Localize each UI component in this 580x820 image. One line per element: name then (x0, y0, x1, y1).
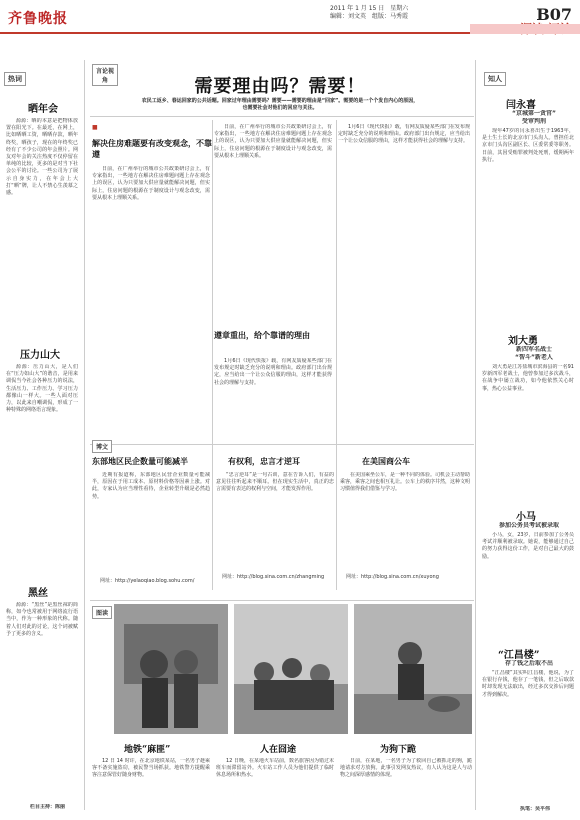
right-paragraph-2: 刘大勇是江苏盐城市滨海县的一名91岁新四军老战士，他曾参加过多次战斗，在战争中屡立战功，如今他依然关心时事，热心公益事业。 (482, 364, 574, 392)
blog-3-paragraph: 在美国乘坐公车，是一种不同的体验。司机会主动帮助乘客，乘客之间也相互礼让。公车上的秩序井然，这种文明习惯值得我们借鉴与学习。 (340, 472, 470, 493)
photo-1-title: 地铁“麻匪” (124, 745, 171, 755)
photo-3-caption (340, 758, 472, 814)
section-2-title: 遵章重出，给个靠谱的理由 (214, 330, 310, 340)
right-sub-2: 新四军名战士 (515, 346, 552, 353)
divider-photos (90, 600, 474, 601)
left-col-2 (6, 364, 78, 594)
section-2-paragraph: 1月6日《现代快报》载，有网友质疑某些部门在发布规定时缺乏充分的说明和理由。政府部门出台规定，应当给出一个让公众信服的理由，这样才能获得社会的理解与支持。 (214, 358, 332, 386)
blog-2-paragraph: “忠言逆耳”是一句古训，意在告诉人们，有益的意见往往听起来不顺耳。但在现实生活中，真正的忠言需要有表达的权利与空间，才能发挥作用。 (216, 472, 334, 493)
photo-3-title: 为狗下跪 (380, 745, 417, 755)
divider-center-1 (212, 120, 213, 590)
center-col-3-paragraph: 1月6日《现代快报》载，有网友质疑某些部门在发布规定时缺乏充分的说明和理由。政府部门出台规定，应当给出一个让公众信服的理由，这样才能获得社会的理解与支持。 (338, 124, 470, 145)
photo-1-caption (92, 758, 210, 814)
blog-3-title: 在美国商公车 (362, 456, 410, 466)
photo-station (234, 604, 348, 734)
divider-center-2 (336, 120, 337, 590)
right-paragraph-4: “江昌楼”其实叫江昌楼，他说，为了在银行存钱，他存了一笔钱，但之后取款时却发现无法取出，经过多次交涉后问题才得到解决。 (482, 670, 574, 698)
left-headline-2: 压力山大 (20, 350, 60, 361)
section-bar (470, 24, 580, 34)
right-sign: 执笔：吴平伟 (520, 806, 551, 812)
right-headline-4: “江昌楼” (498, 650, 540, 661)
photo-tag: 图读 (92, 606, 112, 619)
center-tag: 言论视角 (92, 64, 118, 86)
photo-2-caption (216, 758, 334, 814)
photo-subway (114, 604, 228, 734)
blog-3-url[interactable]: 网址：http://blog.sina.com.cn/xuyong (346, 574, 439, 580)
blog-1-title: 东部地区民企数量可能减半 (92, 456, 188, 466)
blog-2-title: 有权利，忠言才逆耳 (228, 456, 300, 466)
section-1-paragraph: 日前，在广州举行的城市公共政策研讨会上，有专家指出，一些地方在解决住房难题问题上存在观念上的误区，认为只要加大供应量就能解决问题，但实际上，住房问题的根源在于制度设计与观念改变，需要从根本上理顺关系。 (92, 166, 210, 201)
right-col-1 (482, 128, 574, 328)
photo-subway-image (114, 604, 228, 734)
newspaper-name: 齐鲁晚报 (8, 11, 68, 27)
right-headline-1: 闫永喜 (506, 100, 536, 111)
blog-1-paragraph: 近期有报道称，东部地区民营企业数量可能减半，原因在于用工成本、原材料价格等因素上涨。对此，专家认为应当理性看待，企业转型升级是必然趋势。 (92, 472, 210, 500)
center-col-2 (214, 124, 332, 324)
section-2-text (214, 358, 332, 438)
divider-blog (90, 444, 474, 445)
photo-2-caption-text: 12 日晚，在某地火车站前，数名旅客因为错过末班车而滞留站外。火车站工作人员为他们提供了临时休息场所和热水。 (216, 758, 334, 779)
divider-right (475, 60, 476, 810)
left-tag: 热词 (4, 72, 26, 86)
left-headline-3: 黑丝 (28, 588, 48, 599)
right-headline-2: 刘大勇 (508, 336, 538, 347)
right-sub-2b: “智斗”新老人 (515, 354, 553, 361)
issue-editors: 编辑：刘文英 组版：马秀霞 (330, 13, 409, 20)
right-col-3 (482, 532, 574, 644)
divider-left (84, 60, 85, 810)
left-paragraph-2: 源源：压力山大，是人们在“压力如山大”的谐音，是用来调侃当今社会各种压力的说法，生活压力、工作压力、学习压力都像山一样大。一些人面对压力，以此来自嘲调侃，形成了一种特殊的网络语言现象。 (6, 364, 78, 414)
page-title: 需要理由吗？需要！ (194, 76, 366, 97)
section-1-title: 解决住房难题要有改变观念，不靠遵 (92, 138, 212, 159)
blog-2-url[interactable]: 网址：http://blog.sina.com.cn/zhangming (222, 574, 325, 580)
left-paragraph-1: 源源：晒的本意是把物体放置在阳光下。在最近，在网上，比如晒晒工资，晒晒存款，晒年终奖，晒孩子，现在的年终奖已经有了不少公司的年会照片。网友对年会的关注热度不仅停留在单纯的比较，更多的是对当下社会公平的讨论。一些公司为了展示自身实力，在年会上大打“晒”牌，让人不禁心生羡慕之感。 (6, 118, 78, 197)
page-lead: 农民工返乡、春运回家的公共话题。回家过年理由需要吗？需要——需要的理由是“回家”。需要的是一个个发自内心的原因，也需要社会对他们的回应与关注。 (141, 98, 419, 111)
right-tag: 知人 (484, 72, 506, 86)
page-number: B07 (536, 5, 572, 24)
photo-dog (354, 604, 472, 734)
left-headline-1: 晒年会 (28, 104, 58, 115)
right-col-4 (482, 670, 574, 804)
blog-1-text (92, 472, 210, 572)
left-paragraph-3: 源源：“黑丝”是黑丝袜的简称，如今也常被用于网络流行语当中，作为一种形象的代称。随着人们对此的讨论，这个词被赋予了更多的含义。 (6, 602, 78, 637)
blog-3-text (340, 472, 470, 572)
divider-lead (90, 116, 474, 117)
blog-tag: 博文 (92, 440, 112, 453)
photo-1-caption-text: 12 日 14 时许，在北京地铁某站，一名男子趁乘客不备实施盗窃，被民警当场抓获。地铁警方提醒乘客注意保管好随身财物。 (92, 758, 210, 779)
right-paragraph-1: 现年47岁的闫永喜出生于1963年，是土生土长的北京市门头沟人。曾担任北京市门头沟区副区长、区委常委等职务。日前，其因受贿罪被判处死刑，缓期两年执行。 (482, 128, 574, 163)
section-1-marker: ■ (92, 124, 98, 131)
right-sub-4: 存了钱之后取不出 (504, 660, 553, 667)
left-sign: 栏目主持：陈丽 (30, 804, 66, 810)
photo-station-image (234, 604, 348, 734)
photo-dog-image (354, 604, 472, 734)
right-headline-3: 小马 (516, 512, 536, 523)
center-col-2-paragraph: 日前，在广州举行的城市公共政策研讨会上，有专家指出，一些地方在解决住房难题问题上存在观念上的误区，认为只要加大供应量就能解决问题，但实际上，住房问题的根源在于制度设计与观念改变，需要从根本上理顺关系。 (214, 124, 332, 159)
blog-1-url[interactable]: 网址：http://yelaoqiao.blog.sohu.com/ (100, 578, 195, 584)
left-col-3 (6, 602, 78, 792)
right-col-2 (482, 364, 574, 504)
issue-date: 2011 年 1 月 15 日 星期六 (330, 5, 409, 12)
right-paragraph-3: 小马，女，23岁，日前参加了公务员考试并顺利被录取。她说，能够通过自己的努力获得这份工作，是对自己最大的鼓励。 (482, 532, 574, 560)
right-sub-3: 参加公务员考试被录取 (498, 522, 559, 529)
center-col-3 (338, 124, 470, 438)
issue-meta (330, 5, 480, 21)
right-sub-1: “京城第一贪官” (512, 110, 556, 117)
right-sub-1b: 受审判刑 (521, 118, 546, 125)
blog-2-text (216, 472, 334, 572)
left-col-1 (6, 118, 78, 342)
section-1-text (92, 166, 210, 396)
photo-2-title: 人在囧途 (260, 745, 297, 755)
photo-3-caption-text: 日前，在某地，一名男子为了救回自己被抓走的狗，跪地请求对方放狗。此事引发网友热议，有人认为这是人与动物之间深厚感情的体现。 (340, 758, 472, 779)
